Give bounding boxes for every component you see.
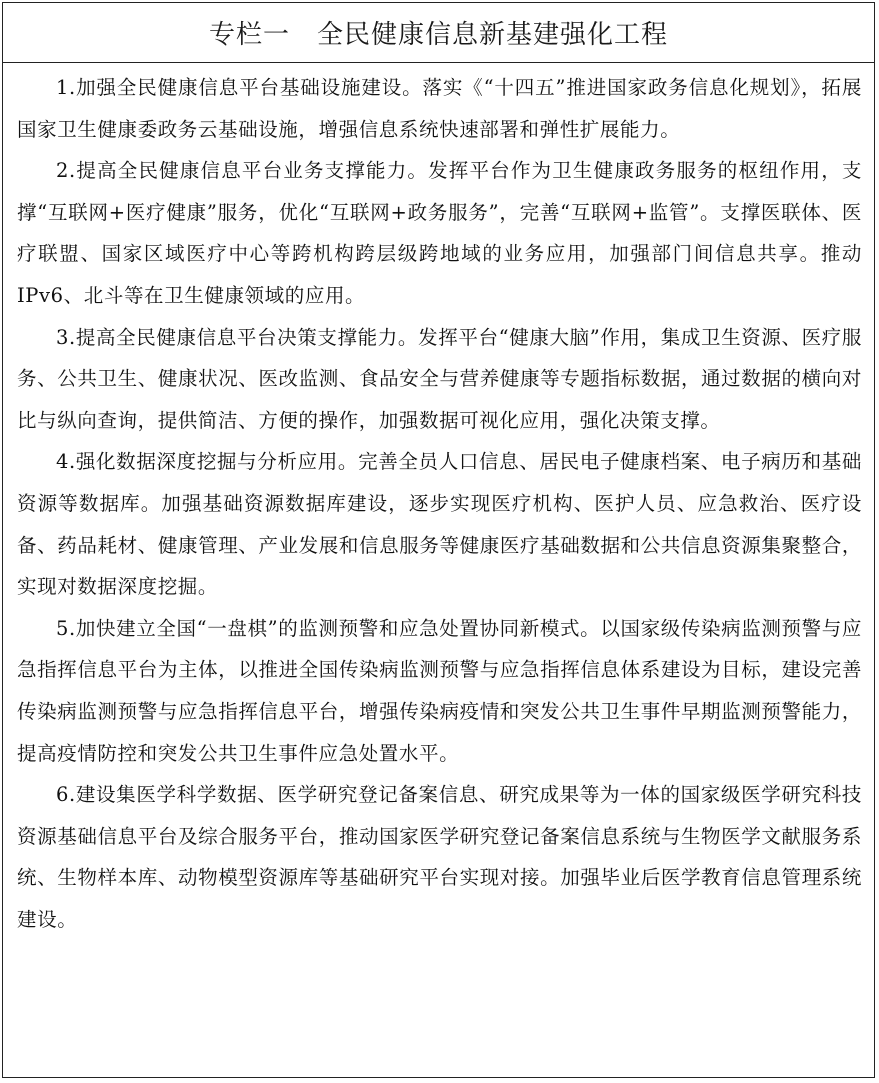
- paragraph-6: 6.建设集医学科学数据、医学研究登记备案信息、研究成果等为一体的国家级医学研究科技资源基础信息平台及综合服务平台，推动国家医学研究登记备案信息系统与生物医学文献服务系统、生物样本库、动物模型资源库等基础研究平台实现对接。加强毕业后医学教育信息管理系统建设。: [17, 783, 862, 931]
- page-title: 专栏一 全民健康信息新基建强化工程: [208, 20, 668, 50]
- paragraph-2: 2.提高全民健康信息平台业务支撑能力。发挥平台作为卫生健康政务服务的枢纽作用，支撑“互联网+医疗健康”服务，优化“互联网+政务服务”，完善“互联网+监管”。支撑医联体、医疗联盟、国家区域医疗中心等跨机构跨层级跨地域的业务应用，加强部门间信息共享。推动IPv6、北斗等在卫生健康领域的应用。: [17, 159, 862, 307]
- content-body: [3, 63, 874, 940]
- title-bar: [3, 3, 874, 63]
- paragraph-1: 1.加强全民健康信息平台基础设施建设。落实《“十四五”推进国家政务信息化规划》，拓展国家卫生健康委政务云基础设施，增强信息系统快速部署和弹性扩展能力。: [17, 76, 862, 141]
- paragraph-3: 3.提高全民健康信息平台决策支撑能力。发挥平台“健康大脑”作用，集成卫生资源、医疗服务、公共卫生、健康状况、医改监测、食品安全与营养健康等专题指标数据，通过数据的横向对比与纵向查询，提供简洁、方便的操作，加强数据可视化应用，强化决策支撑。: [17, 325, 862, 432]
- paragraph-4: 4.强化数据深度挖掘与分析应用。完善全员人口信息、居民电子健康档案、电子病历和基础资源等数据库。加强基础资源数据库建设，逐步实现医疗机构、医护人员、应急救治、医疗设备、药品耗材、健康管理、产业发展和信息服务等健康医疗基础数据和公共信息资源集聚整合，实现对数据深度挖掘。: [17, 450, 862, 599]
- paragraph-5: 5.加快建立全国“一盘棋”的监测预警和应急处置协同新模式。以国家级传染病监测预警与应急指挥信息平台为主体，以推进全国传染病监测预警与应急指挥信息体系建设为目标，建设完善传染病监测预警与应急指挥信息平台，增强传染病疫情和突发公共卫生事件早期监测预警能力，提高疫情防控和突发公共卫生事件应急处置水平。: [17, 616, 862, 765]
- column-box: [2, 2, 875, 1078]
